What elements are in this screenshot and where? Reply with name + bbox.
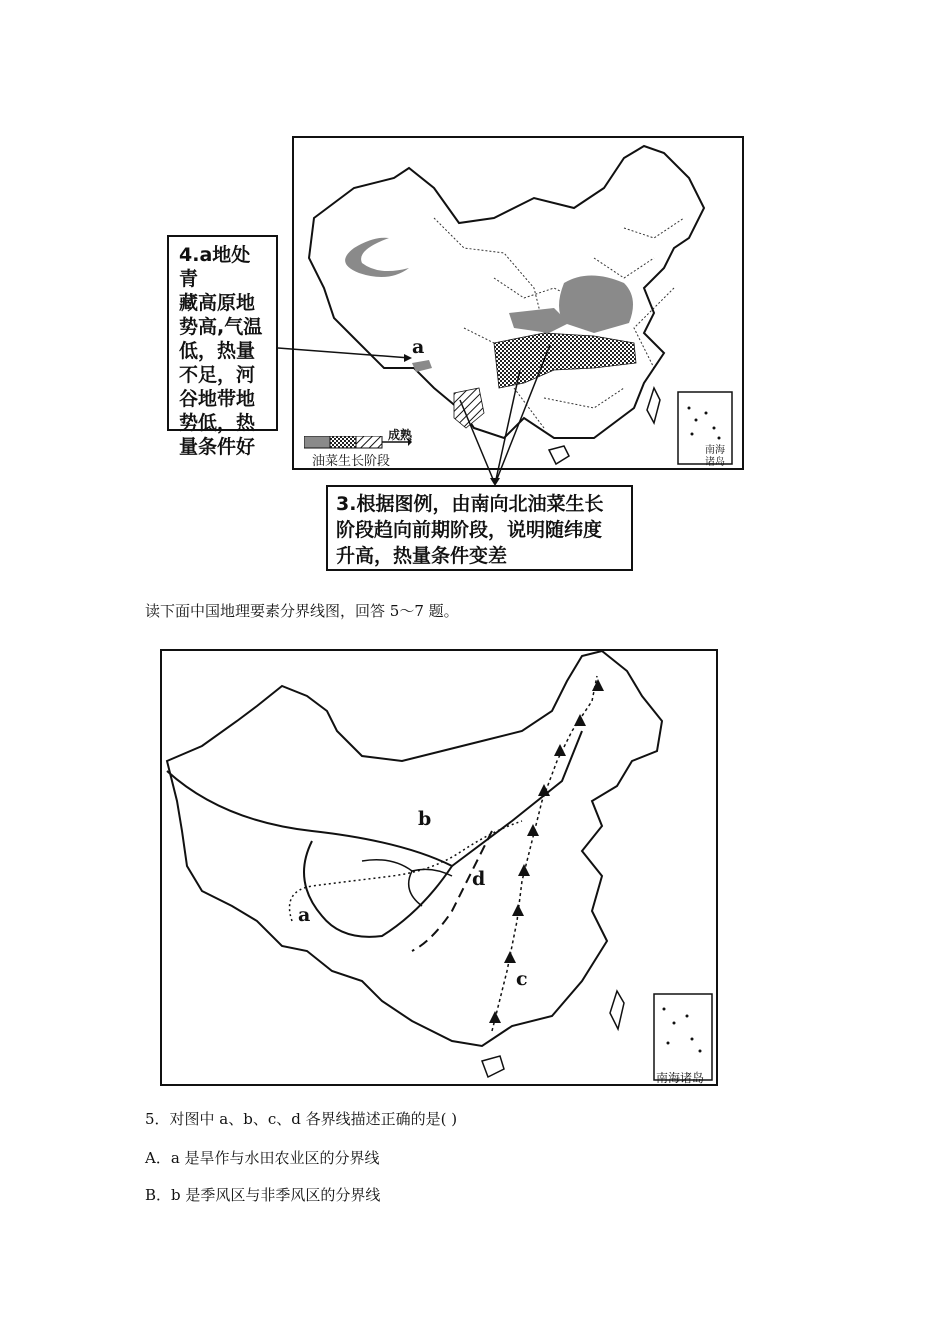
question5-stem: 5．对图中 a、b、c、d 各界线描述正确的是( ) — [145, 1110, 458, 1128]
question5-option-a[interactable]: A．a 是旱作与水田农业区的分界线 — [145, 1149, 380, 1167]
intro-text: 读下面中国地理要素分界线图，回答 5～7 题。 — [145, 602, 459, 620]
question5-option-b[interactable]: B．b 是季风区与非季风区的分界线 — [145, 1186, 381, 1204]
map2-china-boundaries — [162, 651, 716, 1084]
map2-line-d-label: d — [472, 868, 486, 890]
map1-frame — [292, 136, 744, 470]
map1-point-a-label: a — [412, 336, 425, 358]
map2-frame — [160, 649, 718, 1086]
map1-inset-label: 南海 诸岛 — [705, 445, 725, 468]
map2-line-b-label: b — [418, 808, 432, 830]
map2-inset-label: 南海诸岛 — [656, 1071, 705, 1085]
map2-line-c-label: c — [516, 968, 528, 990]
callout-box-4: 4.a地处青 藏高原地 势高,气温 低，热量 不足，河 谷地带地 势低，热 量条件好 — [167, 235, 278, 431]
legend-caption: 油菜生长阶段 — [312, 454, 391, 469]
map1-legend — [302, 428, 442, 469]
legend-bar — [304, 436, 384, 450]
map2-line-a-label: a — [298, 904, 311, 926]
callout-box-3: 3.根据图例，由南向北油菜生长 阶段趋向前期阶段，说明随纬度 升高，热量条件变差 — [326, 485, 633, 571]
legend-arrow-label: 成熟 — [388, 428, 413, 442]
map1-china-outline — [294, 138, 742, 468]
